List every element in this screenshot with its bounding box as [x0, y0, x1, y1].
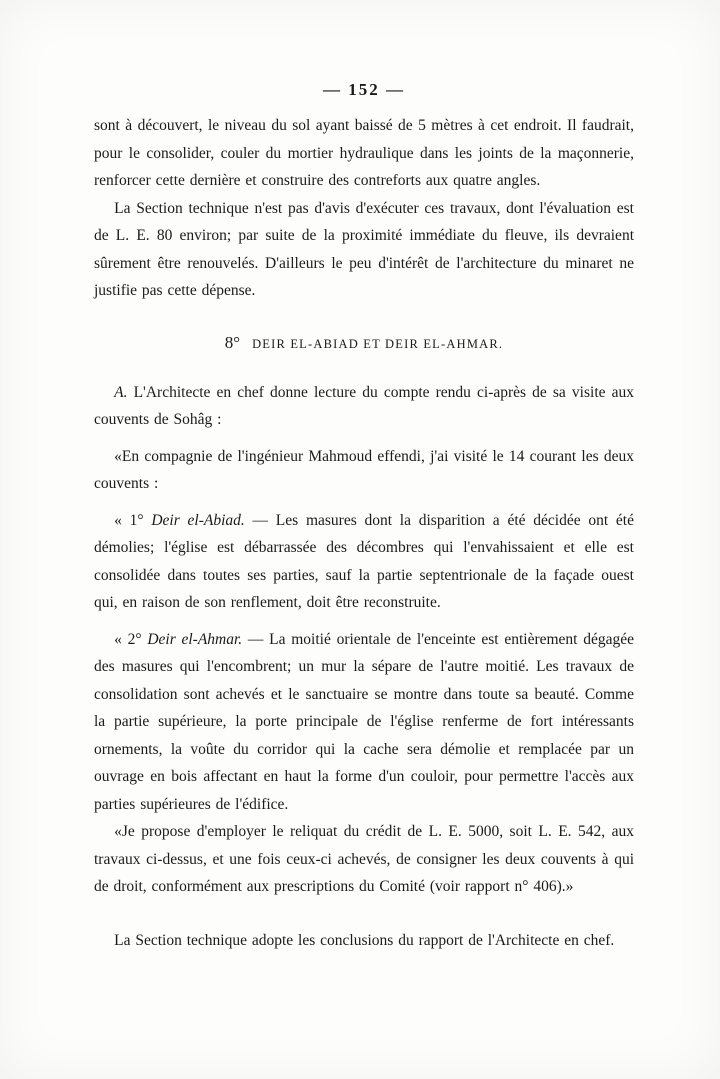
paragraph-conclusion: La Section technique adopte les conclusions du rapport de l'Architecte en chef. — [114, 931, 615, 949]
paragraph-deir-el-ahmar-text: — La moitié orientale de l'enceinte est entièrement dégagée des masures qui l'encombrent; un mur la sépare de l'autre moitié. Les travaux de consolidation sont achevés et le sanctuaire se montre dans toute sa beauté. Comme la partie supérieure, la porte principale de l'église renferme de fort intéressants ornements, la voûte du corridor qui la cache sera démolie et remplacée par un ouvrage en bois affectant en haut la forme d'un couloir, pour permettre l'accès aux parties supérieures de l'édifice. — [94, 630, 634, 813]
item-letter-a: A. — [114, 383, 128, 401]
text-block — [94, 80, 634, 954]
deir-el-abiad-name: Deir el-Abiad. — [151, 511, 245, 529]
paragraph-deir-el-ahmar — [94, 626, 634, 819]
section-title: DEIR EL-ABIAD ET DEIR EL-AHMAR. — [252, 336, 504, 351]
paragraph-deir-el-abiad — [94, 507, 634, 617]
paragraph-section-technique-avis: La Section technique n'est pas d'avis d'exécuter ces travaux, dont l'évaluation est de L. E. 80 environ; par suite de la proximité immédiate du fleuve, ils devraient sûrement être renouvelés. D'ailleurs le peu d'intérêt de l'architecture du minaret ne justifie pas cette dépense. — [94, 199, 634, 299]
paragraph-architecte-lecture-text: L'Architecte en chef donne lecture du compte rendu ci-après de sa visite aux couvents de Sohâg : — [94, 383, 634, 428]
page-number: — 152 — — [323, 80, 405, 99]
item-number-1: « 1° — [114, 511, 152, 529]
paragraph-reliquat-credit: «Je propose d'employer le reliquat du crédit de L. E. 5000, soit L. E. 542, aux travaux ci-dessus, et une fois ceux-ci achevés, de consigner les deux couvents à qui de droit, conformément aux prescriptions du Comité (voir rapport n° 406).» — [94, 823, 634, 895]
paragraph-minaret-consolidation: sont à découvert, le niveau du sol ayant baissé de 5 mètres à cet endroit. Il faudrait, pour le consolider, couler du mortier hydraulique dans les joints de la maçonnerie, renforcer cette dernière et construire des contreforts aux quatre angles. — [94, 117, 634, 189]
paragraph-visite-compagnie: «En compagnie de l'ingénieur Mahmoud effendi, j'ai visité le 14 courant les deux couvents : — [94, 447, 634, 492]
item-number-2: « 2° — [114, 630, 148, 648]
section-number: 8° — [224, 332, 241, 352]
deir-el-ahmar-name: Deir el-Ahmar. — [147, 630, 243, 648]
paragraph-deir-el-abiad-text: — Les masures dont la disparition a été décidée ont été démolies; l'église est débarrassée des décombres qui l'envahissaient et elle est consolidée dans toutes ses parties, sauf la partie septentrionale de la façade ouest qui, en raison de son renflement, doit être reconstruite. — [94, 511, 634, 611]
section-heading — [94, 328, 634, 355]
paragraph-architecte-lecture — [94, 379, 634, 434]
